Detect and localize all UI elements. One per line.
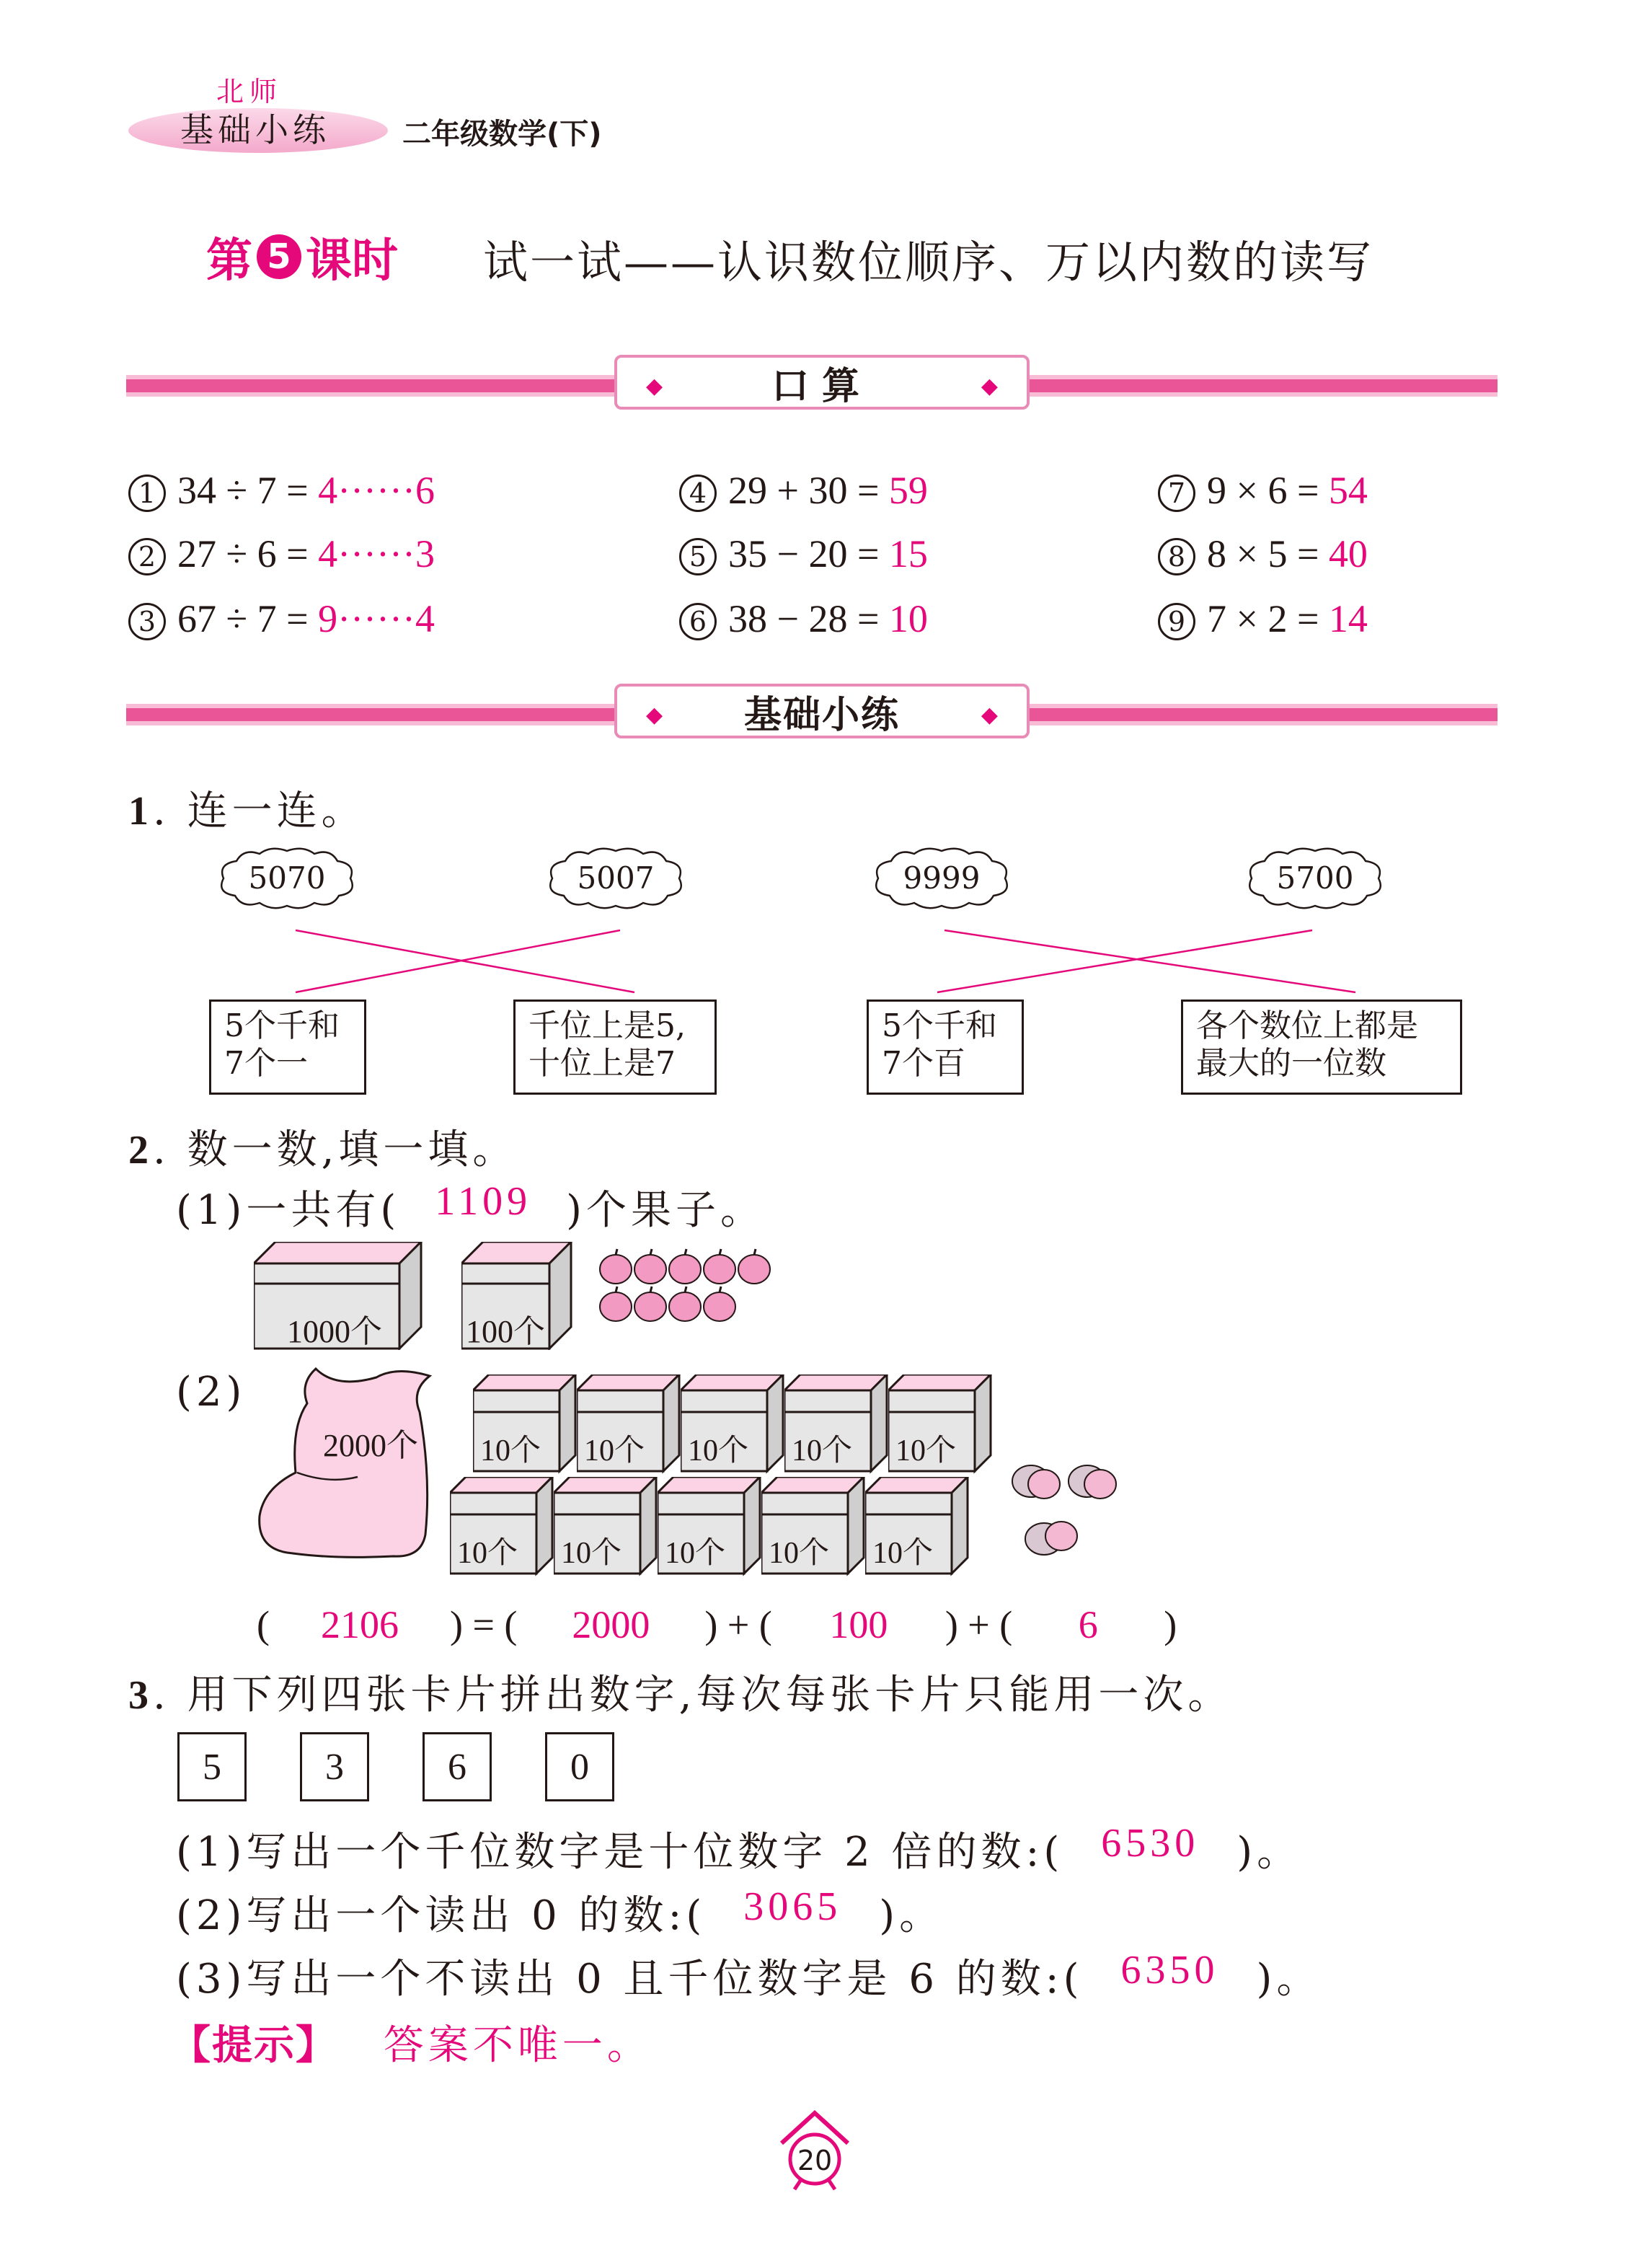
box-10: 10个 xyxy=(761,1477,870,1581)
diamond-icon: ◆ xyxy=(981,374,998,399)
calc-item: 9 7 × 2 = 14 xyxy=(1158,596,1368,641)
equation-row: ( 2106 ) = ( 2000 ) + ( 100 ) + ( 6 ) xyxy=(257,1603,1177,1646)
section-header-mental xyxy=(614,355,1030,410)
calc-item: 7 9 × 6 = 54 xyxy=(1158,467,1368,513)
number-card: 5 xyxy=(177,1732,247,1801)
question-3-part-1: (1)写出一个千位数字是十位数字 2 倍的数:( 6530 )。 xyxy=(176,1820,1301,1878)
lesson-prefix: 第 xyxy=(206,234,252,288)
number-card: 0 xyxy=(545,1732,614,1801)
diamond-icon: ◆ xyxy=(981,702,998,728)
sack-2000: 2000个 xyxy=(249,1362,444,1566)
answer: 100 xyxy=(829,1603,888,1646)
number-cloud: 5007 xyxy=(544,845,688,910)
hint-text: 答案不唯一。 xyxy=(383,2022,652,2069)
hint-label: 【提示】 xyxy=(170,2022,337,2069)
page-number: 20 xyxy=(797,2145,833,2176)
question-1: 1. 连一连。 xyxy=(128,787,366,834)
number-card: 6 xyxy=(423,1732,492,1801)
section-title: 基础小练 xyxy=(743,693,900,737)
question-3: 3. 用下列四张卡片拼出数字,每次每张卡片只能用一次。 xyxy=(128,1672,1233,1718)
number-cloud: 9999 xyxy=(870,845,1014,910)
calc-item: 4 29 + 30 = 59 xyxy=(679,467,928,513)
description-box: 5个千和 7个百 xyxy=(867,1000,1024,1095)
number-cloud: 5700 xyxy=(1243,845,1387,910)
lesson-heading xyxy=(206,224,398,290)
calc-item: 6 38 − 28 = 10 xyxy=(679,596,928,641)
description-box: 5个千和 7个一 xyxy=(209,1000,366,1095)
hint-row xyxy=(170,2013,652,2071)
description-box: 千位上是5, 十位上是7 xyxy=(513,1000,717,1095)
brand-top: 北师 xyxy=(216,76,283,107)
answer: 6 xyxy=(1078,1603,1098,1646)
diamond-icon: ◆ xyxy=(646,374,663,399)
calc-item: 1 34 ÷ 7 = 4······6 xyxy=(128,467,435,513)
box-100: 100个 xyxy=(461,1242,577,1353)
calc-item: 2 27 ÷ 6 = 4······3 xyxy=(128,531,435,576)
lesson-title: 试一试——认识数位顺序、万以内数的读写 xyxy=(483,236,1374,288)
diamond-icon: ◆ xyxy=(646,702,663,728)
question-3-part-2: (2)写出一个读出 0 的数:( 3065 )。 xyxy=(176,1884,944,1941)
answer: 3065 xyxy=(743,1884,842,1929)
number-cloud: 5070 xyxy=(215,845,359,910)
number-card: 3 xyxy=(300,1732,369,1801)
apples-icon xyxy=(597,1248,777,1327)
lesson-suffix: 课时 xyxy=(306,234,398,288)
box-10: 10个 xyxy=(450,1477,558,1581)
question-3-part-3: (3)写出一个不读出 0 且千位数字是 6 的数:( 6350 )。 xyxy=(176,1947,1321,2005)
box-10: 10个 xyxy=(888,1375,996,1478)
connection-lines xyxy=(0,923,1628,1002)
calc-item: 8 8 × 5 = 40 xyxy=(1158,531,1368,576)
box-10: 10个 xyxy=(473,1375,581,1478)
lesson-number: 5 xyxy=(257,234,301,279)
question-2-part-2-label: (2) xyxy=(176,1369,247,1416)
answer: 2000 xyxy=(572,1603,650,1646)
question-2-part-1: (1)一共有( 1109 )个果子。 xyxy=(176,1178,765,1236)
box-10: 10个 xyxy=(577,1375,685,1478)
calc-item: 3 67 ÷ 7 = 9······4 xyxy=(128,596,435,641)
box-10: 10个 xyxy=(658,1477,766,1581)
box-10: 10个 xyxy=(681,1375,789,1478)
box-10: 10个 xyxy=(554,1477,662,1581)
answer: 6530 xyxy=(1101,1821,1200,1866)
answer: 6350 xyxy=(1120,1948,1219,1993)
box-1000: 1000个 xyxy=(254,1242,427,1353)
section-header-basic xyxy=(614,684,1030,738)
acorns-icon xyxy=(1002,1455,1139,1571)
grade-label: 二年级数学(下) xyxy=(402,118,602,151)
calc-item: 5 35 − 20 = 15 xyxy=(679,531,928,576)
section-title: 口算 xyxy=(771,364,872,408)
answer: 1109 xyxy=(435,1179,532,1224)
box-10: 10个 xyxy=(784,1375,893,1478)
brand-main: 基础小练 xyxy=(180,110,330,149)
box-10: 10个 xyxy=(865,1477,973,1581)
answer: 2106 xyxy=(320,1603,399,1646)
description-box: 各个数位上都是 最大的一位数 xyxy=(1181,1000,1462,1095)
question-2: 2. 数一数,填一填。 xyxy=(128,1126,518,1173)
